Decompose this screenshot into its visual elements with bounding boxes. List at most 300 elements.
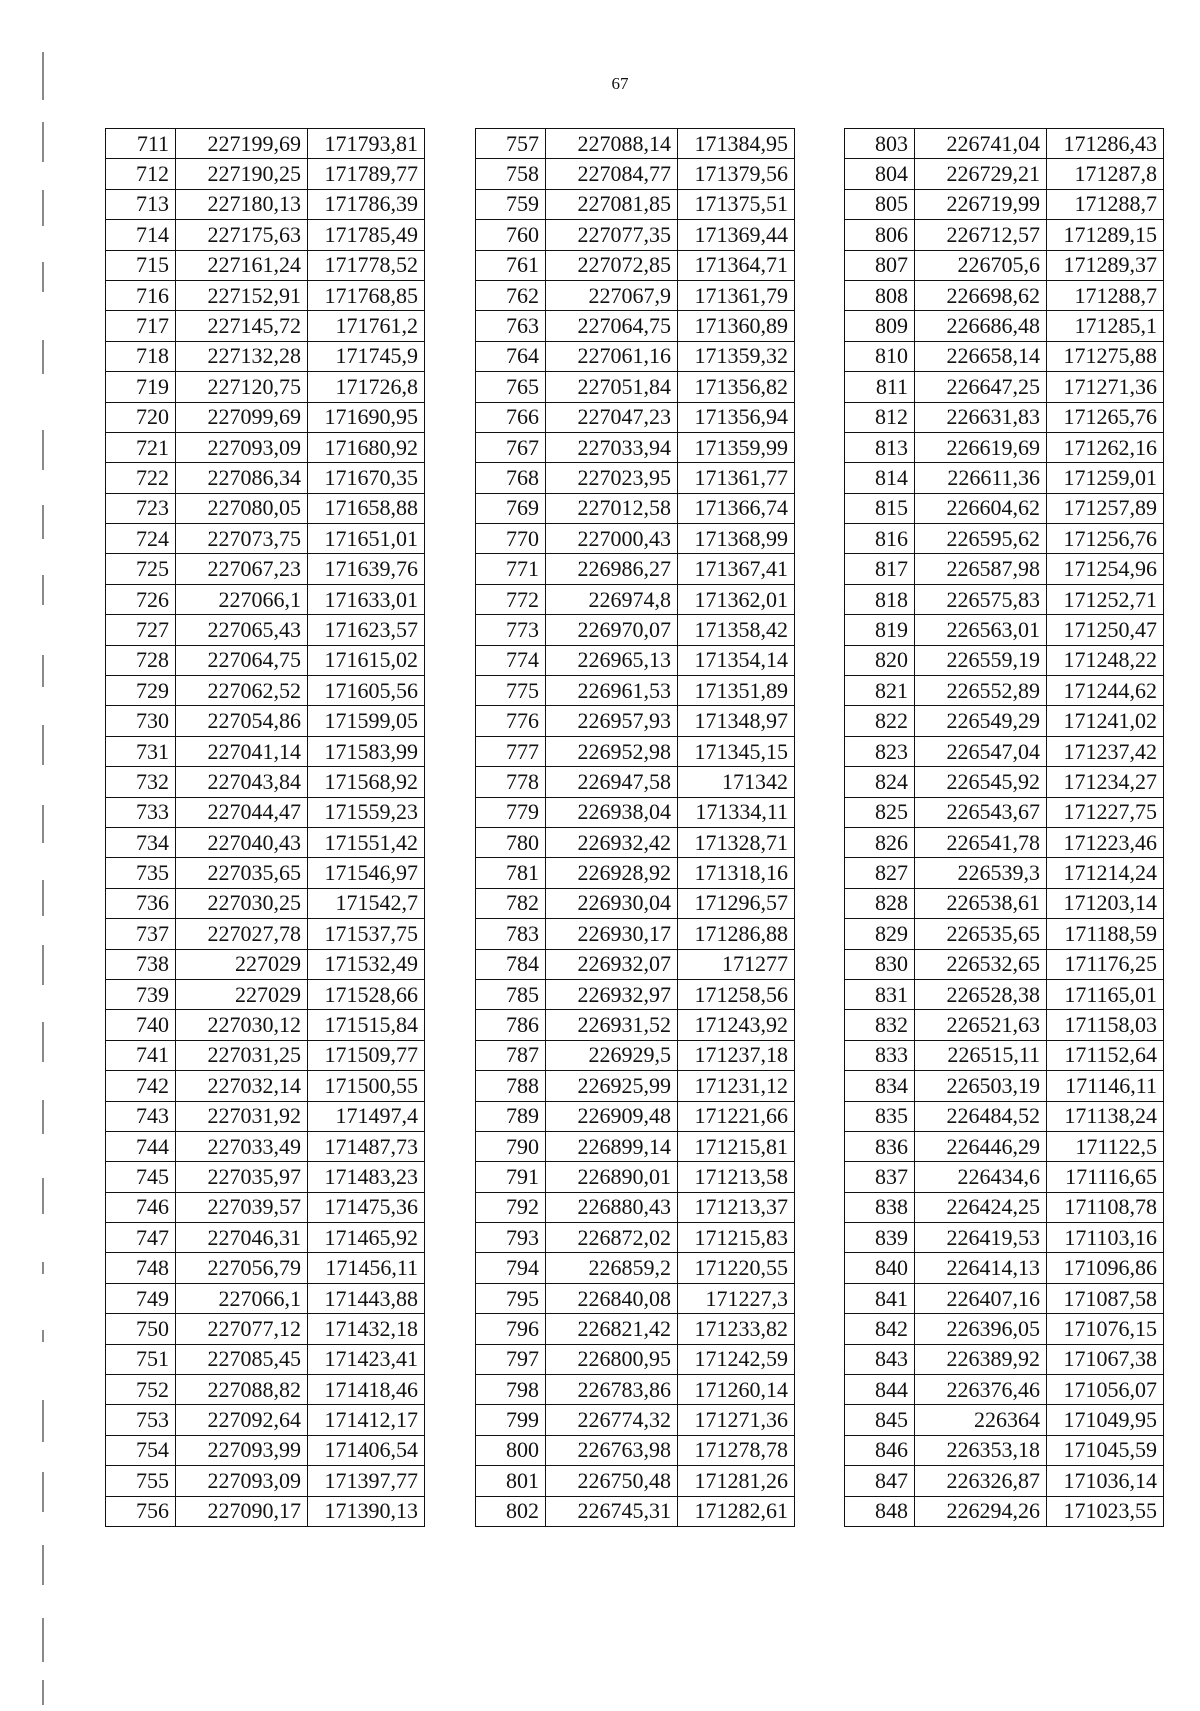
- table-row: [845, 676, 1164, 706]
- table-row: [476, 1375, 795, 1405]
- point-number-cell: 819: [845, 615, 915, 645]
- point-number-cell: 845: [845, 1405, 915, 1435]
- x-coordinate-cell: 226774,32: [546, 1405, 678, 1435]
- point-number-cell: 732: [106, 767, 176, 797]
- x-coordinate-cell: 227035,65: [176, 858, 308, 888]
- x-coordinate-cell: 226528,38: [915, 979, 1047, 1009]
- point-number-cell: 787: [476, 1040, 546, 1070]
- point-number-cell: 810: [845, 341, 915, 371]
- point-number-cell: 755: [106, 1466, 176, 1496]
- table-row: [476, 767, 795, 797]
- y-coordinate-cell: 171289,37: [1047, 250, 1164, 280]
- y-coordinate-cell: 171271,36: [678, 1405, 795, 1435]
- x-coordinate-cell: 226880,43: [546, 1192, 678, 1222]
- point-number-cell: 745: [106, 1162, 176, 1192]
- table-row: [845, 1466, 1164, 1496]
- table-row: [476, 1283, 795, 1313]
- y-coordinate-cell: 171203,14: [1047, 888, 1164, 918]
- x-coordinate-cell: 227061,16: [546, 341, 678, 371]
- x-coordinate-cell: 226611,36: [915, 463, 1047, 493]
- table-row: [476, 189, 795, 219]
- coordinate-table-2: [475, 128, 795, 1527]
- y-coordinate-cell: 171745,9: [308, 341, 425, 371]
- y-coordinate-cell: 171259,01: [1047, 463, 1164, 493]
- table-row: [106, 1101, 425, 1131]
- table-row: [106, 1496, 425, 1526]
- table-row: [106, 402, 425, 432]
- y-coordinate-cell: 171289,15: [1047, 220, 1164, 250]
- scan-artifact: [42, 725, 44, 765]
- y-coordinate-cell: 171282,61: [678, 1496, 795, 1526]
- y-coordinate-cell: 171221,66: [678, 1101, 795, 1131]
- y-coordinate-cell: 171288,7: [1047, 189, 1164, 219]
- table-row: [845, 827, 1164, 857]
- table-row: [476, 1131, 795, 1161]
- table-row: [106, 159, 425, 189]
- y-coordinate-cell: 171023,55: [1047, 1496, 1164, 1526]
- x-coordinate-cell: 226930,17: [546, 919, 678, 949]
- x-coordinate-cell: 227099,69: [176, 402, 308, 432]
- point-number-cell: 789: [476, 1101, 546, 1131]
- point-number-cell: 829: [845, 919, 915, 949]
- x-coordinate-cell: 226396,05: [915, 1314, 1047, 1344]
- scan-artifact: [42, 655, 44, 687]
- page-number: 67: [611, 74, 629, 93]
- table-row: [845, 1253, 1164, 1283]
- x-coordinate-cell: 227062,52: [176, 676, 308, 706]
- table-row: [845, 615, 1164, 645]
- coordinate-table-1: [105, 128, 425, 1527]
- x-coordinate-cell: 227051,84: [546, 372, 678, 402]
- x-coordinate-cell: 226840,08: [546, 1283, 678, 1313]
- y-coordinate-cell: 171287,8: [1047, 159, 1164, 189]
- point-number-cell: 760: [476, 220, 546, 250]
- scan-artifact: [42, 1022, 44, 1062]
- point-number-cell: 717: [106, 311, 176, 341]
- x-coordinate-cell: 226745,31: [546, 1496, 678, 1526]
- table-row: [476, 797, 795, 827]
- x-coordinate-cell: 226930,04: [546, 888, 678, 918]
- table-row: [845, 919, 1164, 949]
- point-number-cell: 822: [845, 706, 915, 736]
- point-number-cell: 801: [476, 1466, 546, 1496]
- x-coordinate-cell: 227077,12: [176, 1314, 308, 1344]
- table-row: [845, 189, 1164, 219]
- table-row: [476, 584, 795, 614]
- y-coordinate-cell: 171146,11: [1047, 1071, 1164, 1101]
- table-row: [845, 1223, 1164, 1253]
- y-coordinate-cell: 171108,78: [1047, 1192, 1164, 1222]
- y-coordinate-cell: 171367,41: [678, 554, 795, 584]
- y-coordinate-cell: 171087,58: [1047, 1283, 1164, 1313]
- table-row: [476, 858, 795, 888]
- table-row: [845, 1192, 1164, 1222]
- y-coordinate-cell: 171257,89: [1047, 493, 1164, 523]
- point-number-cell: 814: [845, 463, 915, 493]
- scan-artifact: [42, 1262, 44, 1274]
- x-coordinate-cell: 227030,12: [176, 1010, 308, 1040]
- table-row: [845, 311, 1164, 341]
- x-coordinate-cell: 227073,75: [176, 524, 308, 554]
- y-coordinate-cell: 171623,57: [308, 615, 425, 645]
- y-coordinate-cell: 171334,11: [678, 797, 795, 827]
- y-coordinate-cell: 171670,35: [308, 463, 425, 493]
- y-coordinate-cell: 171220,55: [678, 1253, 795, 1283]
- y-coordinate-cell: 171390,13: [308, 1496, 425, 1526]
- x-coordinate-cell: 226932,97: [546, 979, 678, 1009]
- table-row: [845, 463, 1164, 493]
- y-coordinate-cell: 171443,88: [308, 1283, 425, 1313]
- point-number-cell: 759: [476, 189, 546, 219]
- x-coordinate-cell: 226484,52: [915, 1101, 1047, 1131]
- table-row: [106, 1223, 425, 1253]
- point-number-cell: 788: [476, 1071, 546, 1101]
- x-coordinate-cell: 226503,19: [915, 1071, 1047, 1101]
- point-number-cell: 742: [106, 1071, 176, 1101]
- point-number-cell: 719: [106, 372, 176, 402]
- table-row: [845, 220, 1164, 250]
- point-number-cell: 834: [845, 1071, 915, 1101]
- x-coordinate-cell: 227031,25: [176, 1040, 308, 1070]
- x-coordinate-cell: 226587,98: [915, 554, 1047, 584]
- y-coordinate-cell: 171761,2: [308, 311, 425, 341]
- y-coordinate-cell: 171615,02: [308, 645, 425, 675]
- x-coordinate-cell: 227035,97: [176, 1162, 308, 1192]
- table-row: [106, 524, 425, 554]
- x-coordinate-cell: 226899,14: [546, 1131, 678, 1161]
- point-number-cell: 827: [845, 858, 915, 888]
- x-coordinate-cell: 226631,83: [915, 402, 1047, 432]
- x-coordinate-cell: 226407,16: [915, 1283, 1047, 1313]
- table-row: [845, 1040, 1164, 1070]
- x-coordinate-cell: 226446,29: [915, 1131, 1047, 1161]
- x-coordinate-cell: 227046,31: [176, 1223, 308, 1253]
- point-number-cell: 785: [476, 979, 546, 1009]
- table-row: [845, 493, 1164, 523]
- point-number-cell: 715: [106, 250, 176, 280]
- table-row: [106, 1435, 425, 1465]
- x-coordinate-cell: 226957,93: [546, 706, 678, 736]
- point-number-cell: 768: [476, 463, 546, 493]
- x-coordinate-cell: 226719,99: [915, 189, 1047, 219]
- table-row: [845, 372, 1164, 402]
- table-row: [845, 250, 1164, 280]
- table-row: [845, 1435, 1164, 1465]
- x-coordinate-cell: 227023,95: [546, 463, 678, 493]
- point-number-cell: 751: [106, 1344, 176, 1374]
- x-coordinate-cell: 226521,63: [915, 1010, 1047, 1040]
- scan-artifact: [42, 1472, 44, 1512]
- y-coordinate-cell: 171351,89: [678, 676, 795, 706]
- scan-artifact: [42, 1545, 44, 1585]
- table-row: [845, 888, 1164, 918]
- point-number-cell: 744: [106, 1131, 176, 1161]
- point-number-cell: 823: [845, 736, 915, 766]
- x-coordinate-cell: 226729,21: [915, 159, 1047, 189]
- point-number-cell: 782: [476, 888, 546, 918]
- y-coordinate-cell: 171223,46: [1047, 827, 1164, 857]
- point-number-cell: 724: [106, 524, 176, 554]
- x-coordinate-cell: 227066,1: [176, 584, 308, 614]
- table-row: [106, 1071, 425, 1101]
- y-coordinate-cell: 171233,82: [678, 1314, 795, 1344]
- point-number-cell: 838: [845, 1192, 915, 1222]
- x-coordinate-cell: 227044,47: [176, 797, 308, 827]
- point-number-cell: 811: [845, 372, 915, 402]
- y-coordinate-cell: 171277: [678, 949, 795, 979]
- x-coordinate-cell: 227093,99: [176, 1435, 308, 1465]
- x-coordinate-cell: 226619,69: [915, 432, 1047, 462]
- y-coordinate-cell: 171768,85: [308, 280, 425, 310]
- table-row: [476, 1162, 795, 1192]
- point-number-cell: 733: [106, 797, 176, 827]
- x-coordinate-cell: 226932,42: [546, 827, 678, 857]
- x-coordinate-cell: 227175,63: [176, 220, 308, 250]
- x-coordinate-cell: 226563,01: [915, 615, 1047, 645]
- y-coordinate-cell: 171509,77: [308, 1040, 425, 1070]
- y-coordinate-cell: 171342: [678, 767, 795, 797]
- point-number-cell: 741: [106, 1040, 176, 1070]
- table-row: [106, 1040, 425, 1070]
- table-row: [106, 280, 425, 310]
- x-coordinate-cell: 226545,92: [915, 767, 1047, 797]
- point-number-cell: 830: [845, 949, 915, 979]
- x-coordinate-cell: 226541,78: [915, 827, 1047, 857]
- table-row: [106, 919, 425, 949]
- y-coordinate-cell: 171397,77: [308, 1466, 425, 1496]
- x-coordinate-cell: 227093,09: [176, 432, 308, 462]
- point-number-cell: 771: [476, 554, 546, 584]
- x-coordinate-cell: 226419,53: [915, 1223, 1047, 1253]
- table-row: [845, 736, 1164, 766]
- x-coordinate-cell: 227132,28: [176, 341, 308, 371]
- x-coordinate-cell: 226698,62: [915, 280, 1047, 310]
- x-coordinate-cell: 226925,99: [546, 1071, 678, 1101]
- table-row: [106, 1253, 425, 1283]
- point-number-cell: 841: [845, 1283, 915, 1313]
- point-number-cell: 738: [106, 949, 176, 979]
- x-coordinate-cell: 226965,13: [546, 645, 678, 675]
- table-row: [845, 858, 1164, 888]
- point-number-cell: 752: [106, 1375, 176, 1405]
- scan-artifact: [42, 1178, 44, 1214]
- point-number-cell: 761: [476, 250, 546, 280]
- point-number-cell: 837: [845, 1162, 915, 1192]
- point-number-cell: 764: [476, 341, 546, 371]
- y-coordinate-cell: 171345,15: [678, 736, 795, 766]
- x-coordinate-cell: 227040,43: [176, 827, 308, 857]
- table-row: [106, 554, 425, 584]
- scan-artifact: [42, 1400, 44, 1442]
- y-coordinate-cell: 171375,51: [678, 189, 795, 219]
- x-coordinate-cell: 227012,58: [546, 493, 678, 523]
- y-coordinate-cell: 171785,49: [308, 220, 425, 250]
- y-coordinate-cell: 171658,88: [308, 493, 425, 523]
- y-coordinate-cell: 171237,18: [678, 1040, 795, 1070]
- point-number-cell: 809: [845, 311, 915, 341]
- point-number-cell: 765: [476, 372, 546, 402]
- table-row: [106, 949, 425, 979]
- x-coordinate-cell: 226353,18: [915, 1435, 1047, 1465]
- y-coordinate-cell: 171465,92: [308, 1223, 425, 1253]
- point-number-cell: 734: [106, 827, 176, 857]
- y-coordinate-cell: 171537,75: [308, 919, 425, 949]
- y-coordinate-cell: 171214,24: [1047, 858, 1164, 888]
- x-coordinate-cell: 226928,92: [546, 858, 678, 888]
- table-row: [476, 524, 795, 554]
- point-number-cell: 800: [476, 1435, 546, 1465]
- y-coordinate-cell: 171379,56: [678, 159, 795, 189]
- coordinate-table-3: [844, 128, 1164, 1527]
- x-coordinate-cell: 227027,78: [176, 919, 308, 949]
- x-coordinate-cell: 227067,23: [176, 554, 308, 584]
- x-coordinate-cell: 226932,07: [546, 949, 678, 979]
- y-coordinate-cell: 171559,23: [308, 797, 425, 827]
- x-coordinate-cell: 226929,5: [546, 1040, 678, 1070]
- point-number-cell: 775: [476, 676, 546, 706]
- x-coordinate-cell: 227032,14: [176, 1071, 308, 1101]
- point-number-cell: 727: [106, 615, 176, 645]
- table-row: [106, 129, 425, 159]
- x-coordinate-cell: 226389,92: [915, 1344, 1047, 1374]
- point-number-cell: 828: [845, 888, 915, 918]
- table-row: [845, 1071, 1164, 1101]
- y-coordinate-cell: 171361,77: [678, 463, 795, 493]
- table-row: [106, 1192, 425, 1222]
- point-number-cell: 748: [106, 1253, 176, 1283]
- table-row: [106, 311, 425, 341]
- table-row: [476, 1040, 795, 1070]
- x-coordinate-cell: 226604,62: [915, 493, 1047, 523]
- y-coordinate-cell: 171726,8: [308, 372, 425, 402]
- y-coordinate-cell: 171328,71: [678, 827, 795, 857]
- x-coordinate-cell: 226974,8: [546, 584, 678, 614]
- point-number-cell: 820: [845, 645, 915, 675]
- x-coordinate-cell: 226549,29: [915, 706, 1047, 736]
- table-row: [845, 129, 1164, 159]
- point-number-cell: 799: [476, 1405, 546, 1435]
- point-number-cell: 743: [106, 1101, 176, 1131]
- y-coordinate-cell: 171542,7: [308, 888, 425, 918]
- x-coordinate-cell: 226538,61: [915, 888, 1047, 918]
- table-row: [476, 1192, 795, 1222]
- point-number-cell: 779: [476, 797, 546, 827]
- table-row: [476, 1101, 795, 1131]
- y-coordinate-cell: 171789,77: [308, 159, 425, 189]
- y-coordinate-cell: 171362,01: [678, 584, 795, 614]
- x-coordinate-cell: 226658,14: [915, 341, 1047, 371]
- x-coordinate-cell: 226414,13: [915, 1253, 1047, 1283]
- point-number-cell: 812: [845, 402, 915, 432]
- table-row: [106, 767, 425, 797]
- table-row: [106, 1131, 425, 1161]
- point-number-cell: 804: [845, 159, 915, 189]
- point-number-cell: 832: [845, 1010, 915, 1040]
- table-row: [845, 584, 1164, 614]
- x-coordinate-cell: 227161,24: [176, 250, 308, 280]
- x-coordinate-cell: 227047,23: [546, 402, 678, 432]
- table-row: [106, 1010, 425, 1040]
- y-coordinate-cell: 171285,1: [1047, 311, 1164, 341]
- y-coordinate-cell: 171213,58: [678, 1162, 795, 1192]
- x-coordinate-cell: 226859,2: [546, 1253, 678, 1283]
- table-row: [106, 432, 425, 462]
- y-coordinate-cell: 171243,92: [678, 1010, 795, 1040]
- point-number-cell: 718: [106, 341, 176, 371]
- y-coordinate-cell: 171475,36: [308, 1192, 425, 1222]
- point-number-cell: 763: [476, 311, 546, 341]
- table-row: [106, 1283, 425, 1313]
- x-coordinate-cell: 226294,26: [915, 1496, 1047, 1526]
- x-coordinate-cell: 226434,6: [915, 1162, 1047, 1192]
- point-number-cell: 803: [845, 129, 915, 159]
- point-number-cell: 813: [845, 432, 915, 462]
- point-number-cell: 840: [845, 1253, 915, 1283]
- point-number-cell: 792: [476, 1192, 546, 1222]
- x-coordinate-cell: 226800,95: [546, 1344, 678, 1374]
- table-row: [476, 706, 795, 736]
- table-row: [845, 159, 1164, 189]
- point-number-cell: 749: [106, 1283, 176, 1313]
- point-number-cell: 731: [106, 736, 176, 766]
- y-coordinate-cell: 171188,59: [1047, 919, 1164, 949]
- y-coordinate-cell: 171680,92: [308, 432, 425, 462]
- y-coordinate-cell: 171260,14: [678, 1375, 795, 1405]
- point-number-cell: 739: [106, 979, 176, 1009]
- y-coordinate-cell: 171286,88: [678, 919, 795, 949]
- scan-artifact: [42, 430, 44, 470]
- table-row: [106, 827, 425, 857]
- point-number-cell: 729: [106, 676, 176, 706]
- y-coordinate-cell: 171456,11: [308, 1253, 425, 1283]
- y-coordinate-cell: 171633,01: [308, 584, 425, 614]
- y-coordinate-cell: 171483,23: [308, 1162, 425, 1192]
- scan-artifact: [42, 262, 44, 292]
- y-coordinate-cell: 171234,27: [1047, 767, 1164, 797]
- table-row: [845, 280, 1164, 310]
- point-number-cell: 839: [845, 1223, 915, 1253]
- table-row: [845, 1010, 1164, 1040]
- x-coordinate-cell: 227085,45: [176, 1344, 308, 1374]
- y-coordinate-cell: 171639,76: [308, 554, 425, 584]
- table-row: [845, 706, 1164, 736]
- y-coordinate-cell: 171406,54: [308, 1435, 425, 1465]
- point-number-cell: 770: [476, 524, 546, 554]
- point-number-cell: 844: [845, 1375, 915, 1405]
- y-coordinate-cell: 171248,22: [1047, 645, 1164, 675]
- y-coordinate-cell: 171356,94: [678, 402, 795, 432]
- table-row: [845, 1101, 1164, 1131]
- point-number-cell: 795: [476, 1283, 546, 1313]
- point-number-cell: 774: [476, 645, 546, 675]
- x-coordinate-cell: 227000,43: [546, 524, 678, 554]
- x-coordinate-cell: 226741,04: [915, 129, 1047, 159]
- x-coordinate-cell: 226376,46: [915, 1375, 1047, 1405]
- x-coordinate-cell: 226535,65: [915, 919, 1047, 949]
- table-row: [476, 432, 795, 462]
- table-row: [845, 432, 1164, 462]
- y-coordinate-cell: 171227,3: [678, 1283, 795, 1313]
- x-coordinate-cell: 226705,6: [915, 250, 1047, 280]
- x-coordinate-cell: 227092,64: [176, 1405, 308, 1435]
- point-number-cell: 793: [476, 1223, 546, 1253]
- point-number-cell: 736: [106, 888, 176, 918]
- y-coordinate-cell: 171528,66: [308, 979, 425, 1009]
- y-coordinate-cell: 171278,78: [678, 1435, 795, 1465]
- point-number-cell: 835: [845, 1101, 915, 1131]
- table-row: [476, 1435, 795, 1465]
- point-number-cell: 791: [476, 1162, 546, 1192]
